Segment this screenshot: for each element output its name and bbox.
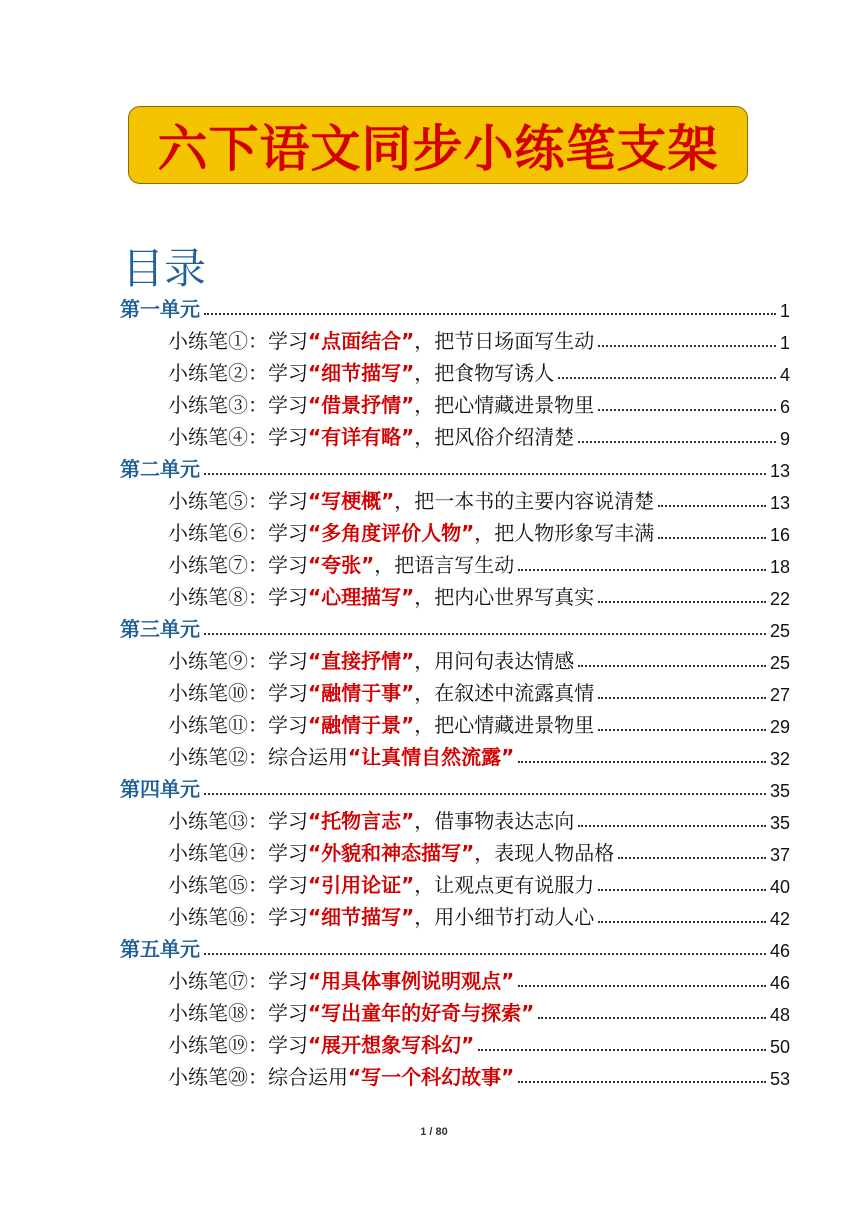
page-number: 18 bbox=[769, 557, 790, 577]
document-title: 六下语文同步小练笔支架 bbox=[157, 120, 719, 178]
dot-leader bbox=[598, 888, 766, 891]
toc-lesson-7[interactable]: 小练笔⑦：学习“夸张”，把语言写生动 18 bbox=[168, 553, 790, 577]
toc-unit-5[interactable] bbox=[120, 930, 790, 962]
dot-leader bbox=[538, 1016, 766, 1019]
dot-leader bbox=[478, 1048, 766, 1051]
dot-leader bbox=[598, 696, 766, 699]
page-number: 37 bbox=[769, 845, 790, 865]
page-number: 46 bbox=[769, 941, 790, 961]
dot-leader bbox=[518, 568, 766, 571]
toc-lesson-6[interactable]: 小练笔⑥：学习“多角度评价人物”，把人物形象写丰满 16 bbox=[168, 521, 790, 545]
toc-lesson-20[interactable]: 小练笔⑳：综合运用“写一个科幻故事” 53 bbox=[168, 1065, 790, 1089]
page-number: 4 bbox=[779, 365, 790, 385]
dot-leader bbox=[204, 952, 766, 955]
toc-lesson-4[interactable]: 小练笔④：学习“有详有略”，把风俗介绍清楚 9 bbox=[168, 425, 790, 449]
page-number: 32 bbox=[769, 749, 790, 769]
toc-lesson-1[interactable]: 小练笔①：学习“点面结合”，把节日场面写生动 1 bbox=[168, 329, 790, 353]
dot-leader bbox=[618, 856, 766, 859]
unit-label: 第一单元 bbox=[120, 297, 200, 321]
toc-heading: 目录 bbox=[122, 244, 207, 293]
page-number: 35 bbox=[769, 813, 790, 833]
unit-label: 第三单元 bbox=[120, 617, 200, 641]
page-number: 6 bbox=[779, 397, 790, 417]
toc-lesson-18[interactable]: 小练笔⑱：学习“写出童年的好奇与探索” 48 bbox=[168, 1001, 790, 1025]
page-number: 16 bbox=[769, 525, 790, 545]
page-number: 46 bbox=[769, 973, 790, 993]
page-number: 13 bbox=[769, 493, 790, 513]
toc-lesson-15[interactable]: 小练笔⑮：学习“引用论证”，让观点更有说服力 40 bbox=[168, 873, 790, 897]
dot-leader bbox=[518, 760, 766, 763]
toc-lesson-19[interactable]: 小练笔⑲：学习“展开想象写科幻” 50 bbox=[168, 1033, 790, 1057]
dot-leader bbox=[578, 440, 776, 443]
page-number: 25 bbox=[769, 621, 790, 641]
dot-leader bbox=[558, 376, 776, 379]
dot-leader bbox=[598, 728, 766, 731]
toc-lesson-11[interactable]: 小练笔⑪：学习“融情于景”，把心情藏进景物里 29 bbox=[168, 713, 790, 737]
toc-lesson-17[interactable]: 小练笔⑰：学习“用具体事例说明观点” 46 bbox=[168, 969, 790, 993]
toc-lesson-10[interactable]: 小练笔⑩：学习“融情于事”，在叙述中流露真情 27 bbox=[168, 681, 790, 705]
dot-leader bbox=[598, 344, 776, 347]
toc-lesson-12[interactable]: 小练笔⑫：综合运用“让真情自然流露” 32 bbox=[168, 745, 790, 769]
title-banner bbox=[128, 106, 748, 184]
page-number: 25 bbox=[769, 653, 790, 673]
toc-unit-3[interactable] bbox=[120, 610, 790, 642]
dot-leader bbox=[578, 824, 766, 827]
page-number: 9 bbox=[779, 429, 790, 449]
dot-leader bbox=[204, 792, 766, 795]
page-number: 53 bbox=[769, 1069, 790, 1089]
dot-leader bbox=[598, 408, 776, 411]
toc-unit-2[interactable] bbox=[120, 450, 790, 482]
toc-lesson-5[interactable]: 小练笔⑤：学习“写梗概”，把一本书的主要内容说清楚 13 bbox=[168, 489, 790, 513]
dot-leader bbox=[598, 920, 766, 923]
page-number: 35 bbox=[769, 781, 790, 801]
page-number: 13 bbox=[769, 461, 790, 481]
dot-leader bbox=[578, 664, 766, 667]
toc-lesson-3[interactable]: 小练笔③：学习“借景抒情”，把心情藏进景物里 6 bbox=[168, 393, 790, 417]
dot-leader bbox=[518, 1080, 766, 1083]
dot-leader bbox=[204, 632, 766, 635]
page-number: 50 bbox=[769, 1037, 790, 1057]
dot-leader bbox=[204, 472, 766, 475]
dot-leader bbox=[658, 504, 766, 507]
toc-unit-1[interactable] bbox=[120, 290, 790, 322]
page-number: 27 bbox=[769, 685, 790, 705]
unit-label: 第五单元 bbox=[120, 937, 200, 961]
page-number: 1 bbox=[779, 333, 790, 353]
unit-label: 第二单元 bbox=[120, 457, 200, 481]
dot-leader bbox=[204, 312, 776, 315]
toc-lesson-9[interactable]: 小练笔⑨：学习“直接抒情”，用问句表达情感 25 bbox=[168, 649, 790, 673]
page-number: 1 bbox=[779, 301, 790, 321]
page-number: 29 bbox=[769, 717, 790, 737]
toc-lesson-2[interactable]: 小练笔②：学习“细节描写”，把食物写诱人 4 bbox=[168, 361, 790, 385]
dot-leader bbox=[518, 984, 766, 987]
page-number: 40 bbox=[769, 877, 790, 897]
unit-label: 第四单元 bbox=[120, 777, 200, 801]
dot-leader bbox=[658, 536, 766, 539]
toc-lesson-13[interactable]: 小练笔⑬：学习“托物言志”，借事物表达志向 35 bbox=[168, 809, 790, 833]
page-footer: 1 / 80 bbox=[420, 1126, 448, 1138]
toc-unit-4[interactable] bbox=[120, 770, 790, 802]
toc-lesson-14[interactable]: 小练笔⑭：学习“外貌和神态描写”，表现人物品格 37 bbox=[168, 841, 790, 865]
page-number: 48 bbox=[769, 1005, 790, 1025]
page-number: 42 bbox=[769, 909, 790, 929]
dot-leader bbox=[598, 600, 766, 603]
toc-lesson-16[interactable]: 小练笔⑯：学习“细节描写”，用小细节打动人心 42 bbox=[168, 905, 790, 929]
page-number: 22 bbox=[769, 589, 790, 609]
toc-lesson-8[interactable]: 小练笔⑧：学习“心理描写”，把内心世界写真实 22 bbox=[168, 585, 790, 609]
